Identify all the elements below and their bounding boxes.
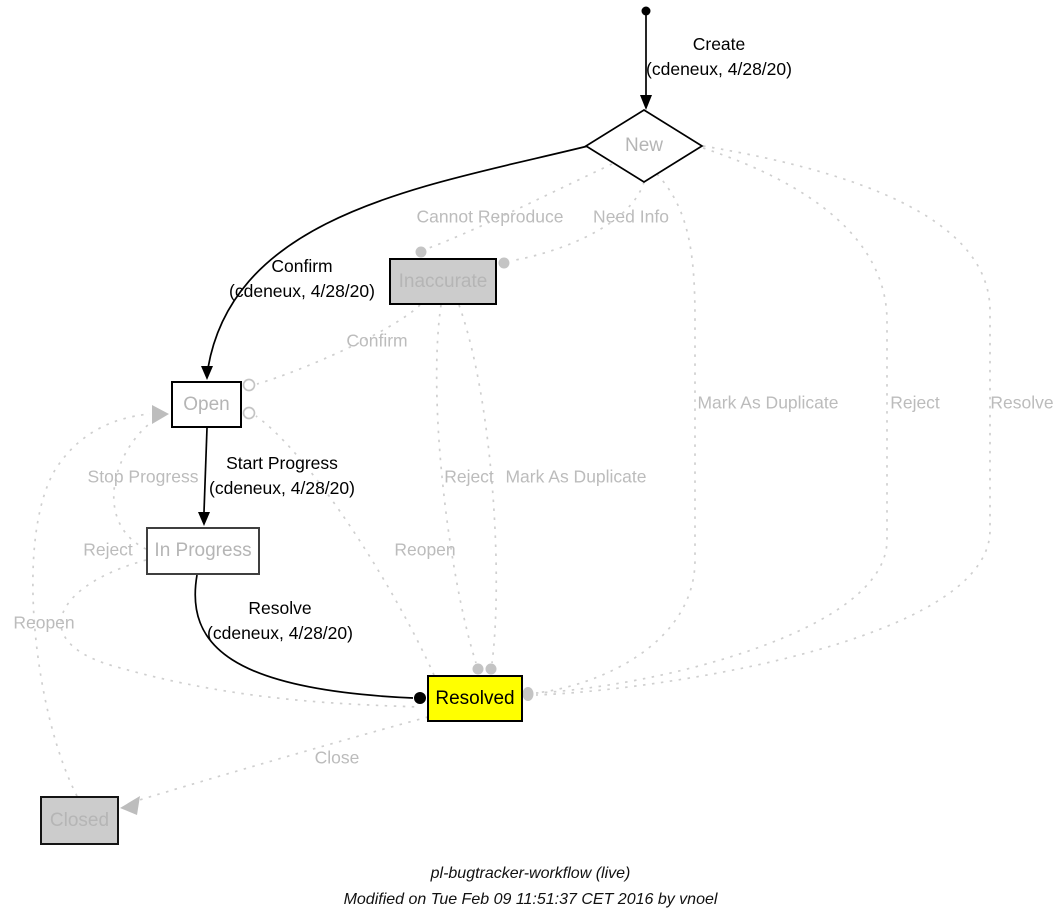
- transition-reopen-closed-label: Reopen: [13, 612, 75, 633]
- transition-resolve-new-label: Resolve: [990, 392, 1054, 413]
- workflow-title: pl-bugtracker-workflow (live): [430, 865, 631, 882]
- state-open: Open: [171, 381, 242, 428]
- arrowhead-mark-as-duplicate-dot: [486, 664, 497, 675]
- transition-reopen-resolved-label: Reopen: [394, 539, 456, 560]
- arrowhead-create: [640, 95, 652, 110]
- arrowhead-reject-inaccurate-dot: [473, 664, 484, 675]
- transition-create-annotation: (cdeneux, 4/28/20): [646, 59, 792, 79]
- arrowhead-resolve-dot: [414, 692, 426, 704]
- arrowhead-confirm-circle: [244, 380, 255, 391]
- transition-start-progress-annotation: (cdeneux, 4/28/20): [209, 478, 355, 498]
- transition-resolve-label: [207, 596, 353, 646]
- arrowhead-confirm: [201, 366, 213, 380]
- arrowhead-need-info-dot: [499, 258, 510, 269]
- transition-start-progress-label: [209, 451, 355, 501]
- transition-reject-new-label: Reject: [890, 392, 940, 413]
- transition-mark-as-duplicate-new-label: Mark As Duplicate: [697, 392, 839, 413]
- transition-start-progress-name: Start Progress: [226, 453, 338, 473]
- initial-state-dot: [642, 7, 651, 16]
- state-inaccurate: Inaccurate: [389, 258, 497, 305]
- transition-mark-as-duplicate-inaccurate-label: Mark As Duplicate: [505, 466, 647, 487]
- transition-cannot-reproduce-label: Cannot Reproduce: [416, 206, 564, 227]
- transition-close-label: Close: [314, 747, 360, 768]
- transition-reject-inaccurate-label: Reject: [444, 466, 494, 487]
- edge-close: [136, 717, 428, 801]
- transition-confirm-annotation: (cdeneux, 4/28/20): [229, 281, 375, 301]
- transition-resolve-name: Resolve: [248, 598, 312, 618]
- transition-resolve-annotation: (cdeneux, 4/28/20): [207, 623, 353, 643]
- edge-start-progress: [204, 428, 207, 512]
- state-new-label: New: [624, 135, 664, 156]
- edge-reject-new: [536, 148, 887, 693]
- arrowhead-start-progress: [198, 512, 210, 526]
- transition-confirm-label: [229, 254, 375, 304]
- state-resolved: Resolved: [427, 675, 523, 722]
- state-closed: Closed: [40, 796, 119, 845]
- transition-confirm-name: Confirm: [271, 256, 333, 276]
- state-in-progress: In Progress: [146, 527, 260, 575]
- arrowhead-resolved-right-dot: [523, 687, 534, 701]
- transition-reject-inprogress-label: Reject: [83, 539, 133, 560]
- arrowhead-stop-progress-triangle: [152, 405, 169, 424]
- diagram-caption: [0, 861, 1061, 913]
- arrowhead-close-triangle: [120, 796, 140, 815]
- arrowhead-reopen-circle: [244, 408, 255, 419]
- transition-create-name: Create: [692, 34, 746, 54]
- transition-stop-progress-label: Stop Progress: [87, 466, 199, 487]
- transition-confirm-inactive-label: Confirm: [346, 330, 408, 351]
- transition-need-info-label: Need Info: [593, 206, 669, 227]
- workflow-modified-info: Modified on Tue Feb 09 11:51:37 CET 2016 by vnoel: [343, 891, 718, 908]
- arrowhead-cannot-reproduce-dot: [416, 247, 427, 258]
- transition-create-label: [646, 32, 792, 82]
- edge-mark-as-duplicate-new: [536, 174, 695, 693]
